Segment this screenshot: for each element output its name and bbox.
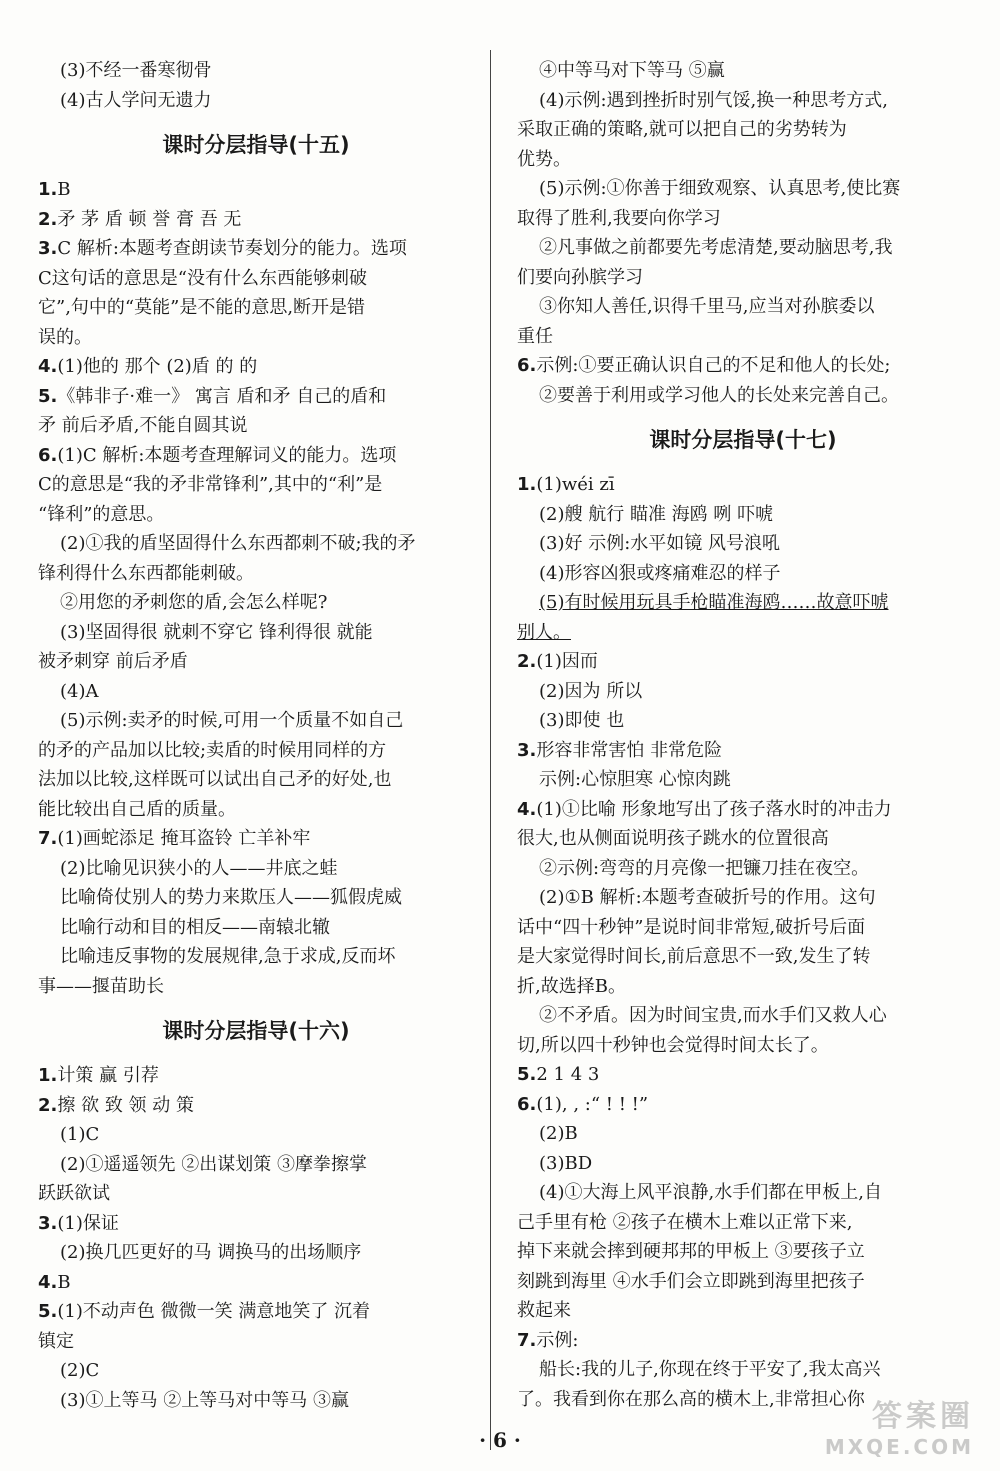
question-number: 1. <box>38 179 58 200</box>
answer-text: 掉下来就会摔到硬邦邦的甲板上 ③要孩子立 <box>517 1241 865 1262</box>
answer-text: (5)示例:①你善于细致观察、认真思考,使比赛 <box>539 178 901 199</box>
answer-line <box>517 1355 969 1385</box>
answer-text: 优势。 <box>517 148 571 170</box>
answer-line <box>517 883 969 913</box>
answer-text: B <box>57 1271 71 1293</box>
answer-line <box>517 174 969 204</box>
answer-text: 们要向孙膑学习 <box>517 266 643 288</box>
answer-text: 能比较出自己盾的质量。 <box>38 798 236 820</box>
question-number: 6. <box>38 444 58 466</box>
answer-text: (1)C <box>60 1124 100 1145</box>
answer-line <box>38 234 474 264</box>
watermark-text: 答案圈 <box>872 1399 974 1434</box>
right-column <box>517 56 969 1414</box>
answer-text: C的意思是“我的矛非常锋利”,其中的“利”是 <box>38 474 383 495</box>
answer-text: (2)艘 航行 瞄准 海鸥 咧 吓唬 <box>539 503 774 525</box>
question-number: 2. <box>517 651 537 672</box>
answer-line <box>38 529 474 559</box>
answer-line <box>517 233 969 263</box>
answer-line <box>517 1060 969 1090</box>
answer-text: 话中“四十秒钟”是说时间非常短,破折号后面 <box>517 916 866 938</box>
answer-line <box>38 352 474 382</box>
answer-text: ②示例:弯弯的月亮像一把镰刀挂在夜空。 <box>539 857 870 879</box>
answer-text: 事——揠苗助长 <box>38 975 164 997</box>
answer-text: (2)B <box>539 1123 578 1144</box>
answer-text: 采取正确的策略,就可以把自己的劣势转为 <box>517 119 847 140</box>
answer-line <box>38 854 474 884</box>
answer-line <box>517 706 969 736</box>
answer-text: 取得了胜利,我要向你学习 <box>517 207 721 229</box>
question-number: 7. <box>38 828 58 849</box>
answer-text: 的矛的产品加以比较;卖盾的时候用同样的方 <box>38 739 387 761</box>
answer-text: (2)换几匹更好的马 调换马的出场顺序 <box>60 1242 362 1263</box>
answer-line <box>517 470 969 500</box>
answer-text: ②用您的矛刺您的盾,会怎么样呢? <box>60 592 328 613</box>
answer-text: (3)BD <box>539 1152 593 1174</box>
answer-text: (1)画蛇添足 掩耳盗铃 亡羊补牢 <box>57 828 311 849</box>
answer-line <box>517 322 969 352</box>
answer-line <box>517 1178 969 1208</box>
answer-line <box>517 86 969 116</box>
answer-text: 形容非常害怕 非常危险 <box>536 739 723 761</box>
answer-line <box>517 1031 969 1061</box>
answer-line <box>517 795 969 825</box>
answer-line <box>38 972 474 1002</box>
answer-text: 《韩非子·难一》 寓言 盾和矛 自己的盾和 <box>57 385 387 407</box>
answer-text: (1)wéi zī <box>536 474 615 495</box>
answer-text: (2)①我的盾坚固得什么东西都刺不破;我的矛 <box>60 533 416 554</box>
answer-line <box>38 1061 474 1091</box>
watermark-logo <box>804 1399 974 1463</box>
answer-line <box>38 647 474 677</box>
answer-line <box>517 1267 969 1297</box>
section-heading: 课时分层指导(十五) <box>162 133 350 157</box>
answer-text: 被矛刺穿 前后矛盾 <box>38 651 188 672</box>
answer-line <box>38 1356 474 1386</box>
answer-line <box>38 1386 474 1416</box>
answer-line <box>517 618 969 648</box>
answer-line <box>38 1327 474 1357</box>
answer-text: (3)①上等马 ②上等马对中等马 ③赢 <box>60 1389 349 1411</box>
answer-text: 是大家觉得时间长,前后意思不一致,发生了转 <box>517 946 871 967</box>
answer-text: (4)①大海上风平浪静,水手们都在甲板上,自 <box>539 1182 882 1203</box>
answer-line <box>517 1237 969 1267</box>
answer-line <box>517 854 969 884</box>
answer-line <box>517 1001 969 1031</box>
question-number: 3. <box>38 1212 58 1234</box>
answer-line <box>517 529 969 559</box>
question-number: 6. <box>517 355 537 376</box>
answer-text: 擦 欲 致 领 动 策 <box>57 1094 194 1116</box>
answer-line <box>38 883 474 913</box>
answer-line <box>517 942 969 972</box>
question-number: 5. <box>38 1301 58 1322</box>
answer-line <box>38 559 474 589</box>
answer-line <box>38 1179 474 1209</box>
question-number: 4. <box>517 798 537 820</box>
answer-line <box>517 56 969 86</box>
answer-line <box>517 204 969 234</box>
answer-text: (3)坚固得很 就刺不穿它 锋利得很 就能 <box>60 621 373 643</box>
answer-line <box>517 1208 969 1238</box>
answer-line <box>38 736 474 766</box>
question-number: 4. <box>38 1271 58 1293</box>
answer-text: 示例:①要正确认识自己的不足和他人的长处; <box>536 355 891 376</box>
answer-line <box>517 559 969 589</box>
answer-text: (3)好 示例:水平如镜 风号浪吼 <box>539 533 781 554</box>
answer-text: (1)保证 <box>57 1212 119 1234</box>
answer-line <box>38 1238 474 1268</box>
answer-line <box>38 824 474 854</box>
answer-text: 锋利得什么东西都能刺破。 <box>38 562 254 584</box>
answer-text: 示例:心惊胆寒 心惊肉跳 <box>539 769 731 790</box>
answer-text: (1)C 解析:本题考查理解词义的能力。选项 <box>57 444 397 466</box>
answer-line <box>38 264 474 294</box>
answer-text: 2 1 4 3 <box>536 1064 600 1085</box>
answer-line <box>517 115 969 145</box>
answer-text: 重任 <box>517 325 553 347</box>
answer-text: 很大,也从侧面说明孩子跳水的位置很高 <box>517 828 829 849</box>
answer-text: 别人。 <box>517 621 571 643</box>
answer-line <box>38 1150 474 1180</box>
answer-text: 镇定 <box>38 1330 74 1352</box>
answer-text: ②凡事做之前都要先考虑清楚,要动脑思考,我 <box>539 237 893 258</box>
answer-text: C这句话的意思是“没有什么东西能够刺破 <box>38 267 367 289</box>
answer-line <box>38 1209 474 1239</box>
answer-line <box>38 293 474 323</box>
question-number: 5. <box>38 385 58 407</box>
answer-text: (1)因而 <box>536 651 598 672</box>
answer-text: (4)示例:遇到挫折时别气馁,换一种思考方式, <box>539 89 889 111</box>
section-heading: 课时分层指导(十六) <box>162 1019 350 1043</box>
question-number: 2. <box>38 208 58 230</box>
answer-text: 矛 前后矛盾,不能自圆其说 <box>38 415 248 436</box>
answer-text: 比喻行动和目的相反——南辕北辙 <box>60 916 330 938</box>
answer-text: (2)比喻见识狭小的人——井底之蛙 <box>60 857 338 879</box>
answer-line <box>38 618 474 648</box>
answer-text: (5)有时候用玩具手枪瞄准海鸥……故意吓唬 <box>539 592 889 613</box>
answer-text: (1), , :“ ! ! !” <box>536 1093 649 1115</box>
answer-line <box>517 263 969 293</box>
answer-line <box>38 205 474 235</box>
answer-line <box>517 677 969 707</box>
answer-line <box>38 1091 474 1121</box>
question-number: 1. <box>38 1065 58 1086</box>
answer-line <box>38 470 474 500</box>
answer-line <box>517 292 969 322</box>
answer-line <box>517 1296 969 1326</box>
answer-line <box>38 677 474 707</box>
answer-text: (4)A <box>60 680 99 702</box>
answer-line <box>38 942 474 972</box>
answer-line <box>517 913 969 943</box>
answer-line <box>517 351 969 381</box>
answer-text: 己手里有枪 ②孩子在横木上难以正常下来, <box>517 1211 853 1233</box>
answer-line <box>38 175 474 205</box>
answer-text: (1)他的 那个 (2)盾 的 的 <box>57 356 258 377</box>
answer-text: ④中等马对下等马 ⑤赢 <box>539 60 725 81</box>
answer-text: (4)古人学问无遗力 <box>60 89 212 111</box>
answer-line <box>38 706 474 736</box>
answer-text: B <box>57 179 71 200</box>
answer-line <box>517 1090 969 1120</box>
answer-line <box>517 972 969 1002</box>
answer-text: (4)形容凶狠或疼痛难忍的样子 <box>539 562 781 584</box>
answer-line <box>38 1297 474 1327</box>
answer-text: (5)示例:卖矛的时候,可用一个质量不如自己 <box>60 710 404 731</box>
answer-text: 了。我看到你在那么高的横木上,非常担心你 <box>517 1388 865 1410</box>
answer-line <box>38 411 474 441</box>
answer-text: (2)①B 解析:本题考查破折号的作用。这句 <box>539 887 876 908</box>
answer-text: (3)即使 也 <box>539 710 625 731</box>
page-number: · 6 · <box>479 1428 521 1452</box>
answer-text: (1)不动声色 微微一笑 满意地笑了 沉着 <box>57 1301 371 1322</box>
answer-line <box>38 323 474 353</box>
answer-text: 比喻违反事物的发展规律,急于求成,反而坏 <box>60 946 396 967</box>
question-number: 5. <box>517 1064 537 1085</box>
question-number: 3. <box>517 739 537 761</box>
answer-line <box>517 145 969 175</box>
answer-text: (2)①遥遥领先 ②出谋划策 ③摩拳擦掌 <box>60 1153 367 1175</box>
answer-text: 跃跃欲试 <box>38 1183 110 1204</box>
answer-line <box>38 1120 474 1150</box>
answer-line <box>38 441 474 471</box>
answer-line <box>38 86 474 116</box>
answer-line <box>38 588 474 618</box>
section-heading: 课时分层指导(十七) <box>649 428 837 452</box>
answer-text: 计策 赢 引荐 <box>57 1065 159 1086</box>
watermark-url: MXQE.COM <box>824 1435 974 1459</box>
answer-text: (2)因为 所以 <box>539 680 643 702</box>
answer-line <box>517 765 969 795</box>
answer-text: 误的。 <box>38 326 92 348</box>
answer-line <box>38 382 474 412</box>
answer-line <box>517 588 969 618</box>
answer-text: 折,故选择B。 <box>517 975 626 997</box>
answer-text: ②不矛盾。因为时间宝贵,而水手们又救人心 <box>539 1005 887 1026</box>
answer-line <box>38 56 474 86</box>
question-number: 3. <box>38 238 58 259</box>
answer-text: 刻跳到海里 ④水手们会立即跳到海里把孩子 <box>517 1270 865 1292</box>
answer-text: (1)①比喻 形象地写出了孩子落水时的冲击力 <box>536 798 892 820</box>
answer-line <box>517 1326 969 1356</box>
answer-line <box>517 1149 969 1179</box>
answer-line <box>38 500 474 530</box>
answer-line <box>38 765 474 795</box>
answer-text: 船长:我的儿子,你现在终于平安了,我太高兴 <box>539 1359 881 1380</box>
answer-text: (3)不经一番寒彻骨 <box>60 60 212 81</box>
answer-line <box>517 1119 969 1149</box>
answer-text: 它”,句中的“莫能”是不能的意思,断开是错 <box>38 297 366 318</box>
answer-line <box>38 795 474 825</box>
answer-line <box>38 1268 474 1298</box>
answer-text: ②要善于利用或学习他人的长处来完善自己。 <box>539 384 899 406</box>
answer-line <box>517 736 969 766</box>
answer-line <box>517 500 969 530</box>
answer-line <box>517 381 969 411</box>
question-number: 4. <box>38 356 58 377</box>
answer-text: “锋利”的意思。 <box>38 503 165 525</box>
answer-text: 矛 茅 盾 顿 誉 膏 吾 无 <box>57 208 242 230</box>
answer-text: 比喻倚仗别人的势力来欺压人——狐假虎威 <box>60 887 402 908</box>
left-column <box>38 56 474 1415</box>
answer-line <box>517 824 969 854</box>
answer-line <box>517 647 969 677</box>
answer-text: C 解析:本题考查朗读节奏划分的能力。选项 <box>57 238 407 259</box>
column-divider <box>490 50 491 1450</box>
answer-text: 法加以比较,这样既可以试出自己矛的好处,也 <box>38 769 392 790</box>
answer-text: 救起来 <box>517 1300 571 1321</box>
answer-text: 切,所以四十秒钟也会觉得时间太长了。 <box>517 1034 829 1056</box>
question-number: 2. <box>38 1094 58 1116</box>
question-number: 7. <box>517 1329 537 1351</box>
question-number: 1. <box>517 474 537 495</box>
answer-text: (2)C <box>60 1360 100 1381</box>
question-number: 6. <box>517 1093 537 1115</box>
answer-line <box>38 913 474 943</box>
answer-text: ③你知人善任,识得千里马,应当对孙膑委以 <box>539 296 875 317</box>
answer-text: 示例: <box>536 1329 579 1351</box>
